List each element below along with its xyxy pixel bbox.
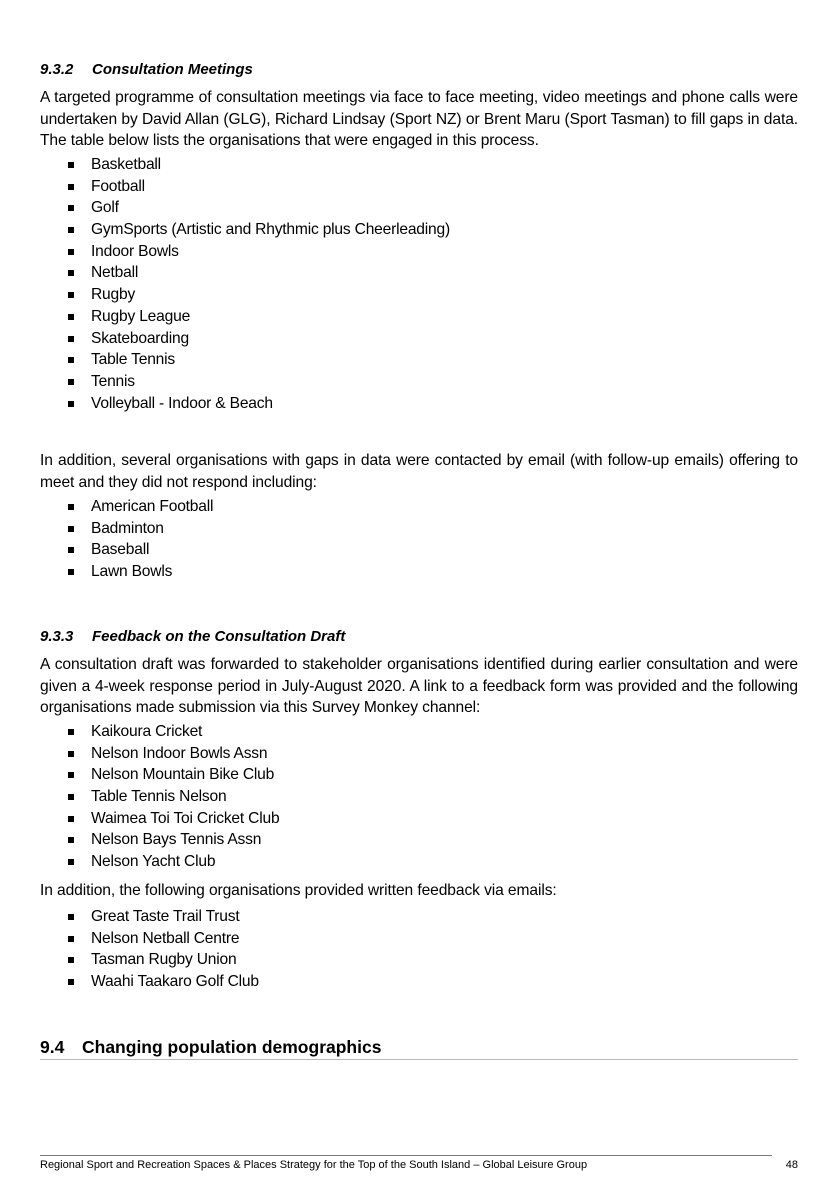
list-item: Table Tennis Nelson: [40, 786, 279, 808]
email-feedback-paragraph: In addition, the following organisations provided written feedback via emails:: [40, 882, 557, 899]
footer-divider: [40, 1155, 772, 1156]
heading-number: 9.3.3: [40, 628, 74, 645]
heading-number: 9.3.2: [40, 61, 74, 78]
list-item: Lawn Bowls: [40, 561, 213, 583]
no-response-organisations-list: [40, 496, 213, 583]
feedback-paragraph: A consultation draft was forwarded to stakeholder organisations identified during earlier consultation and were given a 4-week response period in July-August 2020. A link to a feedback form was provided and the following organisations made submission via this Survey Monkey channel:: [40, 656, 798, 717]
list-item: Kaikoura Cricket: [40, 721, 279, 743]
list-item: Indoor Bowls: [40, 241, 450, 263]
list-item: Badminton: [40, 518, 213, 540]
email-submissions-list: [40, 906, 259, 993]
list-item: Waimea Toi Toi Cricket Club: [40, 808, 279, 830]
list-item: Basketball: [40, 154, 450, 176]
list-item: Great Taste Trail Trust: [40, 906, 259, 928]
list-item: Nelson Indoor Bowls Assn: [40, 743, 279, 765]
list-item: GymSports (Artistic and Rhythmic plus Cheerleading): [40, 219, 450, 241]
list-item: Tasman Rugby Union: [40, 949, 259, 971]
consultation-meetings-paragraph: A targeted programme of consultation meetings via face to face meeting, video meetings and phone calls were undertaken by David Allan (GLG), Richard Lindsay (Sport NZ) or Brent Maru (Sport Tasman) to fill gaps in data. The table below lists the organisations that were engaged in this process.: [40, 89, 798, 150]
page-number: 48: [785, 1159, 798, 1171]
heading-title: Feedback on the Consultation Draft: [92, 628, 346, 645]
list-item: Nelson Yacht Club: [40, 851, 279, 873]
heading-consultation-meetings: [40, 61, 253, 79]
heading-title: Changing population demographics: [82, 1037, 382, 1057]
list-item: Nelson Mountain Bike Club: [40, 764, 279, 786]
list-item: Volleyball - Indoor & Beach: [40, 393, 450, 415]
list-item: Golf: [40, 197, 450, 219]
list-item: Waahi Taakaro Golf Club: [40, 971, 259, 993]
list-item: Baseball: [40, 539, 213, 561]
heading-title: Consultation Meetings: [92, 61, 253, 78]
list-item: Nelson Netball Centre: [40, 928, 259, 950]
list-item: Tennis: [40, 371, 450, 393]
list-item: Table Tennis: [40, 349, 450, 371]
survey-submissions-list: [40, 721, 279, 873]
list-item: Football: [40, 176, 450, 198]
engaged-organisations-list: [40, 154, 450, 414]
list-item: American Football: [40, 496, 213, 518]
heading-number: 9.4: [40, 1037, 65, 1057]
document-page: [40, 0, 798, 1193]
list-item: Skateboarding: [40, 328, 450, 350]
list-item: Rugby League: [40, 306, 450, 328]
heading-feedback-consultation-draft: [40, 628, 345, 646]
list-item: Rugby: [40, 284, 450, 306]
footer-text: Regional Sport and Recreation Spaces & Places Strategy for the Top of the South Island – Global Leisure Group: [40, 1159, 588, 1171]
no-response-paragraph: In addition, several organisations with gaps in data were contacted by email (with follow-up emails) offering to meet and they did not respond including:: [40, 452, 798, 491]
list-item: Netball: [40, 262, 450, 284]
heading-changing-population-demographics: [40, 1036, 798, 1060]
list-item: Nelson Bays Tennis Assn: [40, 829, 279, 851]
